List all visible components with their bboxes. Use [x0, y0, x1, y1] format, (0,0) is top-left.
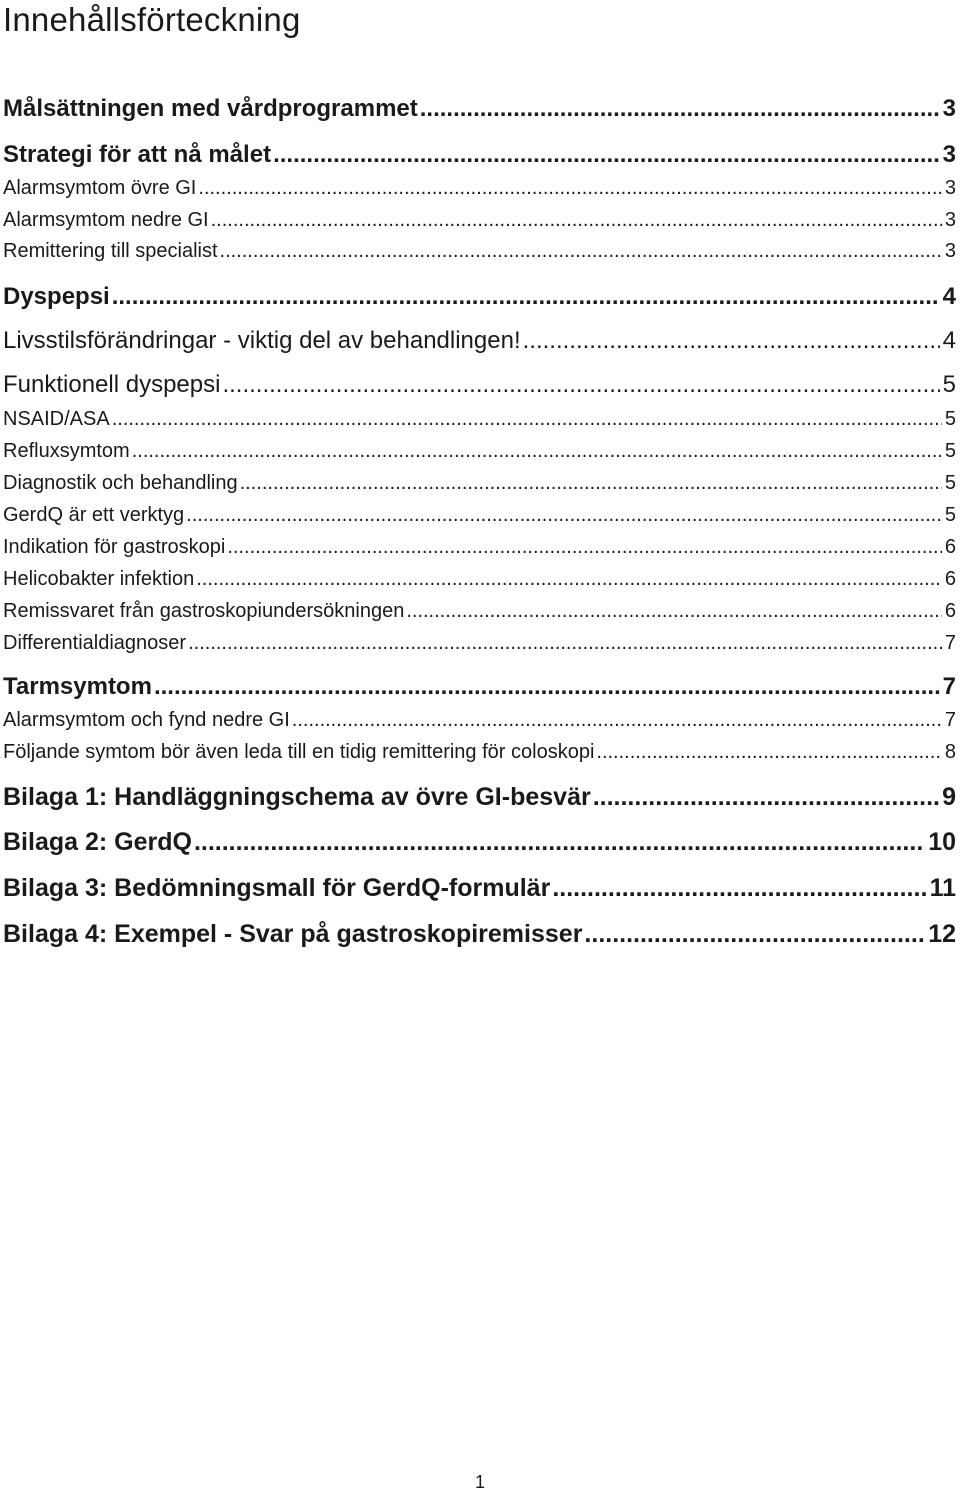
- toc-entry[interactable]: [3, 707, 956, 733]
- toc-entry[interactable]: [3, 406, 956, 432]
- toc-entry[interactable]: [3, 672, 956, 702]
- toc-entry-label: Differentialdiagnoser: [3, 632, 187, 654]
- toc-entry-label: Alarmsymtom övre GI: [3, 177, 197, 199]
- toc-entry[interactable]: [3, 502, 956, 528]
- toc-leader-dots: [273, 140, 940, 170]
- toc-entry-page: 6: [944, 600, 956, 622]
- toc-leader-dots: [112, 282, 940, 312]
- toc-entry-page: 11: [929, 874, 956, 902]
- toc-entry-page: 6: [944, 536, 956, 558]
- toc-leader-dots: [194, 826, 925, 858]
- toc-entry-label: Följande symtom bör även leda till en tidig remittering för coloskopi: [3, 741, 595, 763]
- toc-entry-page: 3: [944, 240, 956, 262]
- toc-leader-dots: [227, 534, 942, 560]
- toc-entry-label: Bilaga 1: Handläggningschema av övre GI-besvär: [3, 783, 591, 811]
- toc-entry[interactable]: [3, 872, 956, 904]
- toc-leader-dots: [188, 630, 942, 656]
- toc-leader-dots: [222, 370, 939, 400]
- toc-leader-dots: [211, 207, 942, 233]
- toc-leader-dots: [292, 707, 942, 733]
- toc-entry-page: 3: [942, 95, 956, 122]
- toc-entry[interactable]: [3, 566, 956, 592]
- toc-entry[interactable]: [3, 781, 956, 813]
- toc-entry-label: Dyspepsi: [3, 283, 110, 310]
- toc-entry[interactable]: [3, 739, 956, 765]
- toc-entry-page: 12: [928, 920, 956, 948]
- toc-entry-label: Remissvaret från gastroskopiundersökningen: [3, 600, 405, 622]
- toc-entry-label: Indikation för gastroskopi: [3, 536, 226, 558]
- toc-entry-page: 7: [944, 709, 956, 731]
- toc-entry-page: 5: [944, 472, 956, 494]
- toc-entry-page: 5: [944, 504, 956, 526]
- toc-entry[interactable]: [3, 94, 956, 124]
- toc-entry[interactable]: [3, 175, 956, 201]
- toc-leader-dots: [198, 175, 942, 201]
- toc-entry-page: 3: [942, 141, 956, 168]
- toc-entry-page: 5: [942, 371, 956, 398]
- toc-entry-label: Helicobakter infektion: [3, 568, 195, 590]
- toc-entry-label: Alarmsymtom och fynd nedre GI: [3, 709, 290, 731]
- toc-leader-dots: [186, 502, 942, 528]
- toc-leader-dots: [584, 918, 925, 950]
- toc-entry-label: Refluxsymtom: [3, 440, 130, 462]
- toc-entry-page: 8: [944, 741, 956, 763]
- toc-entry[interactable]: [3, 140, 956, 170]
- toc-leader-dots: [552, 872, 926, 904]
- toc-entry-label: Alarmsymtom nedre GI: [3, 209, 209, 231]
- toc-entry[interactable]: [3, 438, 956, 464]
- toc-entry-page: 7: [944, 632, 956, 654]
- toc-leader-dots: [240, 470, 942, 496]
- toc-entry-label: Strategi för att nå målet: [3, 141, 272, 168]
- toc-entry-label: NSAID/ASA: [3, 408, 110, 430]
- toc-leader-dots: [420, 94, 940, 124]
- toc-entry-label: Bilaga 4: Exempel - Svar på gastroskopiremisser: [3, 920, 583, 948]
- toc-entry-label: Remittering till specialist: [3, 240, 218, 262]
- toc-leader-dots: [196, 566, 942, 592]
- toc-entry-label: Målsättningen med vårdprogrammet: [3, 95, 418, 122]
- toc-leader-dots: [523, 326, 940, 356]
- toc-entry-label: Tarmsymtom: [3, 673, 152, 700]
- toc-entry[interactable]: [3, 534, 956, 560]
- toc-leader-dots: [593, 781, 939, 813]
- toc-entry-page: 9: [942, 783, 956, 811]
- toc-entry-label: Bilaga 3: Bedömningsmall för GerdQ-formulär: [3, 874, 551, 902]
- toc-entry[interactable]: [3, 918, 956, 950]
- toc-leader-dots: [406, 598, 942, 624]
- toc-entry-label: Diagnostik och behandling: [3, 472, 238, 494]
- toc-leader-dots: [220, 238, 942, 264]
- toc-entry-page: 10: [928, 828, 956, 856]
- toc-entry-page: 4: [942, 327, 956, 354]
- toc-entry[interactable]: [3, 207, 956, 233]
- toc-entry-page: 4: [942, 283, 956, 310]
- toc-entry[interactable]: [3, 826, 956, 858]
- toc-entry-page: 5: [944, 408, 956, 430]
- toc-entry-page: 6: [944, 568, 956, 590]
- toc-entry[interactable]: [3, 470, 956, 496]
- toc-entry-page: 3: [944, 177, 956, 199]
- toc-entry[interactable]: [3, 370, 956, 400]
- toc-entry[interactable]: [3, 238, 956, 264]
- toc-leader-dots: [596, 739, 941, 765]
- toc-entry-page: 7: [942, 673, 956, 700]
- toc-leader-dots: [112, 406, 942, 432]
- toc-entry-page: 3: [944, 209, 956, 231]
- page-title: Innehållsförteckning: [3, 1, 301, 38]
- toc-entry[interactable]: [3, 598, 956, 624]
- toc-entry-page: 5: [944, 440, 956, 462]
- toc-entry[interactable]: [3, 326, 956, 356]
- toc-entry-label: Bilaga 2: GerdQ: [3, 828, 192, 856]
- page-number: 1: [474, 1472, 485, 1492]
- toc-entry[interactable]: [3, 282, 956, 312]
- toc-leader-dots: [132, 438, 942, 464]
- toc-entry-label: Livsstilsförändringar - viktig del av behandlingen!: [3, 327, 521, 354]
- toc-entry-label: GerdQ är ett verktyg: [3, 504, 185, 526]
- toc-leader-dots: [154, 672, 940, 702]
- toc-entry[interactable]: [3, 630, 956, 656]
- toc-entry-label: Funktionell dyspepsi: [3, 371, 221, 398]
